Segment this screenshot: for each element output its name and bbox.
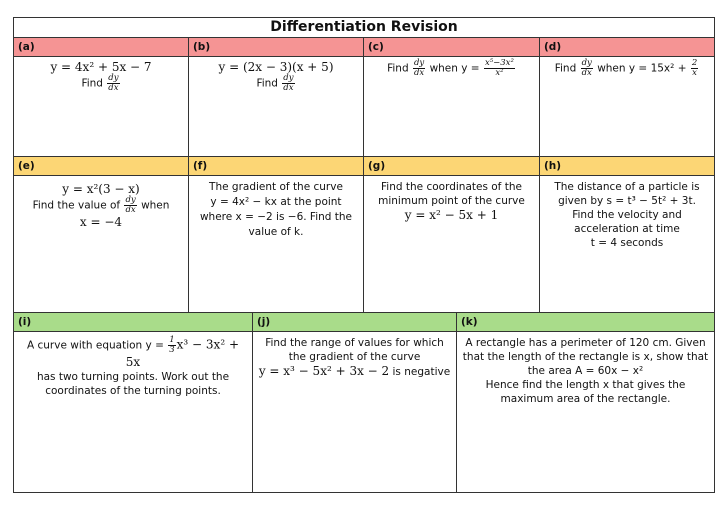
question-d: [540, 38, 714, 156]
equation: y = x³ − 5x² + 3x − 2: [258, 364, 390, 378]
when-text: when: [141, 199, 170, 212]
question-j: [253, 313, 457, 493]
question-label: (c): [364, 38, 539, 57]
text-line: the area A = 60x − x²: [527, 365, 644, 377]
question-label: (f): [189, 157, 363, 176]
question-k: [457, 313, 714, 493]
text-line: value of k.: [248, 226, 304, 238]
question-label: (b): [189, 38, 363, 57]
text-line: has two turning points. Work out the: [36, 371, 230, 383]
find-text: Find: [554, 62, 577, 75]
text-line: maximum area of the rectangle.: [500, 393, 671, 405]
worksheet: [13, 17, 715, 493]
text-line: A curve with equation y =: [26, 339, 164, 352]
text-line: Find the coordinates of the: [381, 181, 522, 193]
text-line: minimum point of the curve: [378, 195, 525, 207]
text-line: Find the range of values for which: [265, 337, 444, 349]
dy-dx-fraction: $\frac{dy}{dx}$: [125, 195, 136, 215]
text-line: The distance of a particle is: [554, 181, 700, 193]
function-fraction: $\frac{\text{x⁵−3x²}}{\text{x²}}$: [484, 58, 514, 78]
question-label: (a): [14, 38, 188, 57]
x-value: x = −4: [79, 215, 123, 229]
question-label: (h): [540, 157, 714, 176]
question-g: [364, 157, 540, 312]
find-text: Find: [81, 77, 103, 90]
find-value-text: Find the value of: [32, 199, 121, 212]
question-f: [189, 157, 364, 312]
equation: y = x² − 5x + 1: [404, 208, 499, 222]
question-c: [364, 38, 540, 156]
text-line: that the length of the rectangle is x, show that: [462, 351, 709, 363]
question-label: (i): [14, 313, 252, 332]
text-line: t = 4 seconds: [590, 237, 664, 249]
question-label: (d): [540, 38, 714, 57]
question-label: (k): [457, 313, 714, 332]
text-line: The gradient of the curve: [209, 181, 343, 193]
text-line: given by s = t³ − 5t² + 3t.: [558, 195, 696, 207]
equation: x³ − 3x² + 5x: [125, 337, 239, 369]
text-line: A rectangle has a perimeter of 120 cm. Given: [465, 337, 706, 349]
dy-dx-fraction: $\frac{dy}{dx}$: [581, 58, 592, 78]
question-a: [14, 38, 189, 156]
tail-text: is negative: [392, 366, 451, 378]
find-text: Find: [387, 62, 409, 75]
function-fraction: $\frac{2}{x}$: [691, 58, 698, 78]
dy-dx-fraction: $\frac{dy}{dx}$: [108, 73, 119, 93]
row-3: [14, 313, 714, 493]
text-line: Hence find the length x that gives the: [485, 379, 686, 391]
question-label: (g): [364, 157, 539, 176]
text-line: Find the velocity and: [572, 209, 682, 221]
when-text: when y =: [429, 62, 480, 75]
row-1: [14, 38, 714, 157]
question-i: [14, 313, 253, 493]
question-label: (e): [14, 157, 188, 176]
equation: y = (2x − 3)(x + 5): [218, 60, 334, 74]
question-label: (j): [253, 313, 456, 332]
question-h: [540, 157, 714, 312]
page-title: Differentiation Revision: [14, 18, 714, 38]
one-third-fraction: $\frac{1}{3}$: [169, 335, 175, 355]
text-line: coordinates of the turning points.: [45, 385, 221, 397]
text-line: y = 4x² − kx at the point: [210, 196, 342, 208]
dy-dx-fraction: $\frac{dy}{dx}$: [413, 58, 425, 78]
equation: y = 4x² + 5x − 7: [50, 60, 152, 74]
question-e: [14, 157, 189, 312]
find-text: Find: [256, 77, 278, 90]
question-b: [189, 38, 364, 156]
text-line: the gradient of the curve: [288, 351, 421, 363]
when-text: when y = 15x² +: [597, 62, 687, 75]
row-2: [14, 157, 714, 313]
text-line: acceleration at time: [574, 223, 680, 235]
equation: y = x²(3 − x): [62, 182, 140, 196]
dy-dx-fraction: $\frac{dy}{dx}$: [283, 73, 294, 93]
text-line: where x = −2 is −6. Find the: [199, 211, 353, 223]
